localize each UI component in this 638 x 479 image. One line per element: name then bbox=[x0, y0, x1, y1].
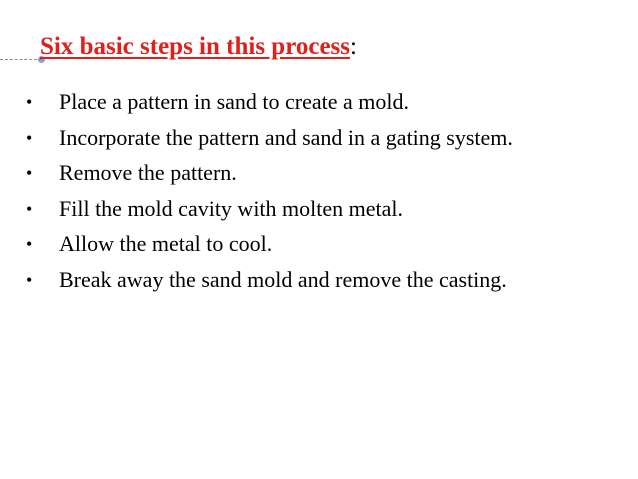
slide-title bbox=[40, 30, 357, 64]
bullet-icon: • bbox=[26, 163, 33, 183]
list-item-text: Break away the sand mold and remove the casting. bbox=[59, 266, 507, 292]
steps-list bbox=[26, 88, 586, 301]
list-item-text: Place a pattern in sand to create a mold. bbox=[59, 89, 410, 114]
bullet-icon: • bbox=[26, 234, 33, 254]
list-item-text: Remove the pattern. bbox=[59, 160, 237, 185]
slide-title-colon: : bbox=[350, 33, 357, 60]
decorative-dashed-rule bbox=[0, 59, 42, 60]
list-item bbox=[26, 124, 586, 153]
list-item bbox=[26, 159, 586, 188]
list-item-text: Fill the mold cavity with molten metal. bbox=[59, 195, 404, 221]
slide-title-text: Six basic steps in this process bbox=[40, 33, 351, 60]
bullet-icon: • bbox=[26, 269, 33, 290]
list-item bbox=[26, 88, 586, 117]
bullet-icon: • bbox=[26, 198, 33, 219]
bullet-icon: • bbox=[26, 127, 33, 148]
list-item-text: Incorporate the pattern and sand in a gating system. bbox=[59, 124, 513, 150]
bullet-icon: • bbox=[26, 92, 33, 112]
list-item bbox=[26, 266, 586, 295]
list-item bbox=[26, 230, 586, 259]
list-item-text: Allow the metal to cool. bbox=[59, 231, 273, 256]
list-item bbox=[26, 195, 586, 224]
